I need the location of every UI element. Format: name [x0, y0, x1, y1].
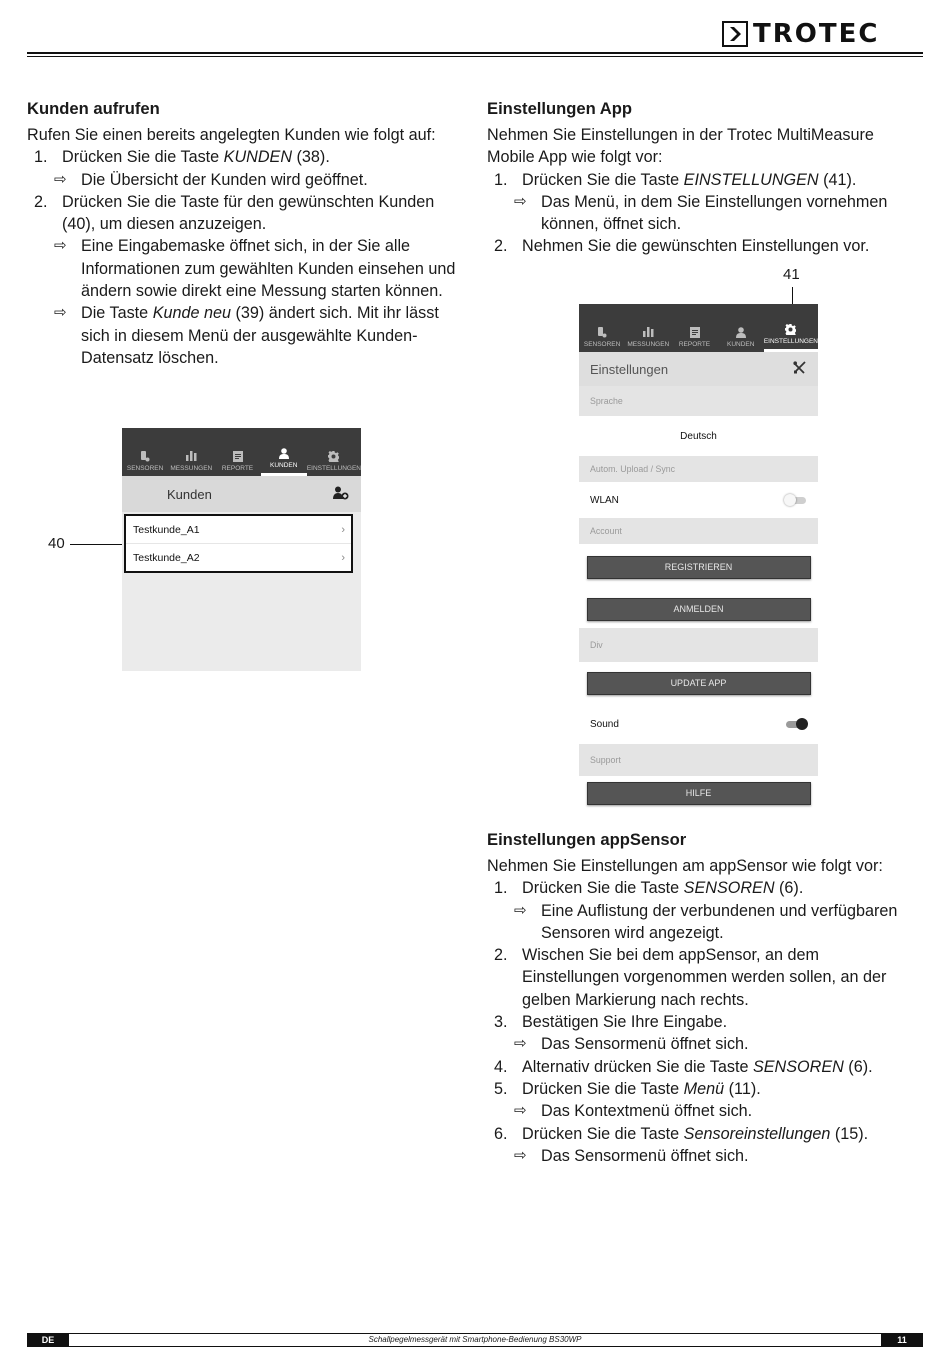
report-icon	[232, 450, 244, 462]
intro-text: Rufen Sie einen bereits angelegten Kunden wie folgt auf:	[27, 126, 436, 144]
sound-row	[579, 704, 818, 744]
result-arrow-icon: ⇨	[514, 1102, 527, 1120]
step-number: 2.	[494, 237, 508, 256]
help-wrap	[579, 776, 818, 810]
step-2: 2. Drücken Sie die Taste für den gewünschten Kunden (40), um diesen anzuzeigen.	[34, 192, 435, 234]
person-icon	[735, 326, 747, 338]
gear-icon	[328, 450, 340, 462]
step-5-result: ⇨ Das Kontextmenü öffnet sich.	[487, 1100, 917, 1122]
step-4: 4. Alternativ drücken Sie die Taste SENSOREN (6).	[487, 1056, 917, 1078]
footer-language: DE	[27, 1334, 69, 1346]
tab-bar	[122, 428, 361, 476]
tab-einstellungen[interactable]: EINSTELLUNGEN	[764, 304, 818, 352]
wlan-label: WLAN	[590, 494, 619, 506]
person-icon	[278, 447, 290, 459]
screen-header	[122, 476, 361, 512]
screen-title: Einstellungen	[590, 361, 669, 377]
tab-sensoren[interactable]: SENSOREN	[122, 428, 168, 476]
step-6: 6. Drücken Sie die Taste Sensoreinstellungen (15).	[487, 1123, 917, 1145]
result-arrow-icon: ⇨	[514, 192, 527, 210]
update-app-button[interactable]: UPDATE APP	[587, 672, 811, 695]
page-number: 11	[881, 1334, 923, 1346]
footer-title: Schallpegelmessgerät mit Smartphone-Bedienung BS30WP	[368, 1335, 582, 1344]
step-number: 1.	[494, 879, 508, 898]
step-number: 1.	[34, 148, 48, 167]
callout-number: 41	[783, 266, 800, 283]
sensor-device-icon	[139, 450, 151, 462]
list-item[interactable]	[126, 516, 351, 544]
sound-label: Sound	[590, 718, 619, 730]
chevron-right-icon: ›	[341, 523, 345, 536]
screen-title: Kunden	[167, 486, 212, 502]
step-1: 1. Drücken Sie die Taste SENSOREN (6).	[487, 877, 917, 899]
section-heading: Kunden aufrufen	[27, 99, 160, 118]
step-2-result-1: ⇨ Eine Eingabemaske öffnet sich, in der Sie alle Informationen zum gewählten Kunden einsehen und ändern sowie direkt eine Messung starten können.	[54, 237, 456, 301]
header-rule	[27, 52, 923, 54]
step-6-result: ⇨ Das Sensormenü öffnet sich.	[487, 1145, 917, 1167]
step-1: 1. Drücken Sie die Taste EINSTELLUNGEN (41).	[487, 169, 917, 191]
callout-line	[70, 544, 126, 545]
settings-screen	[579, 304, 818, 810]
section-support: Support	[579, 744, 818, 776]
step-number: 1.	[494, 170, 508, 189]
section-einstellungen-appsensor	[487, 829, 917, 1167]
screen-header	[579, 352, 818, 386]
language-select[interactable]: Deutsch	[579, 416, 818, 456]
kunden-screen	[122, 428, 361, 671]
step-number: 4.	[494, 1057, 508, 1076]
result-arrow-icon: ⇨	[54, 237, 67, 255]
customer-list	[124, 514, 353, 573]
step-2-result-2: ⇨ Die Taste Kunde neu (39) ändert sich. Mit ihr lässt sich in diesem Menü der ausgewählte Kunden-Datensatz löschen.	[54, 304, 439, 367]
result-arrow-icon: ⇨	[514, 1146, 527, 1164]
section-kunden-aufrufen	[27, 98, 457, 369]
section-sprache: Sprache	[579, 386, 818, 416]
bar-chart-icon	[185, 450, 197, 462]
step-5: 5. Drücken Sie die Taste Menü (11).	[487, 1078, 917, 1100]
login-button[interactable]: ANMELDEN	[587, 598, 811, 621]
add-customer-icon[interactable]	[333, 486, 349, 503]
tools-icon[interactable]	[793, 361, 806, 377]
customer-name: Testkunde_A2	[133, 551, 200, 564]
gear-icon	[785, 323, 797, 335]
section-upload-sync: Autom. Upload / Sync	[579, 456, 818, 482]
bar-chart-icon	[642, 326, 654, 338]
tab-messungen[interactable]: MESSUNGEN	[168, 428, 214, 476]
step-3-result: ⇨ Das Sensormenü öffnet sich.	[487, 1033, 917, 1055]
result-arrow-icon: ⇨	[54, 170, 67, 188]
section-account: Account	[579, 518, 818, 544]
customer-name: Testkunde_A1	[133, 523, 200, 536]
section-div: Div	[579, 628, 818, 662]
list-item[interactable]	[126, 544, 351, 571]
section-heading: Einstellungen appSensor	[487, 830, 687, 849]
step-1-result: ⇨ Eine Auflistung der verbundenen und verfügbaren Sensoren wird angezeigt.	[514, 901, 898, 942]
wlan-row	[579, 482, 818, 518]
register-wrap	[579, 544, 818, 590]
step-number: 6.	[494, 1124, 508, 1143]
step-1: 1. Drücken Sie die Taste KUNDEN (38).	[27, 146, 457, 168]
page-footer	[27, 1333, 923, 1347]
tab-einstellungen[interactable]: EINSTELLUNGEN	[307, 428, 361, 476]
section-heading: Einstellungen App	[487, 99, 633, 118]
chevron-logo-icon	[722, 21, 748, 47]
section-einstellungen-app	[487, 98, 917, 258]
report-icon	[689, 326, 701, 338]
update-wrap	[579, 662, 818, 704]
step-1-result: ⇨ Die Übersicht der Kunden wird geöffnet.	[27, 169, 457, 191]
help-button[interactable]: HILFE	[587, 782, 811, 805]
tab-reporte[interactable]: REPORTE	[214, 428, 260, 476]
login-wrap	[579, 590, 818, 628]
result-arrow-icon: ⇨	[54, 304, 67, 322]
tab-kunden[interactable]: KUNDEN	[718, 304, 764, 352]
intro-text: Nehmen Sie Einstellungen in der Trotec MultiMeasure Mobile App wie folgt vor:	[487, 126, 874, 167]
trotec-logo	[722, 20, 879, 48]
tab-kunden[interactable]: KUNDEN	[261, 428, 307, 476]
callout-number: 40	[48, 535, 65, 552]
step-number: 5.	[494, 1079, 508, 1098]
intro-text: Nehmen Sie Einstellungen am appSensor wie folgt vor:	[487, 857, 883, 875]
result-arrow-icon: ⇨	[514, 901, 527, 919]
sensor-device-icon	[596, 326, 608, 338]
tab-bar	[579, 304, 818, 352]
tab-messungen[interactable]: MESSUNGEN	[625, 304, 671, 352]
step-number: 2.	[34, 192, 48, 211]
header-rule-thin	[27, 56, 923, 57]
wlan-toggle[interactable]	[785, 494, 807, 506]
register-button[interactable]: REGISTRIEREN	[587, 556, 811, 579]
step-1-result: ⇨ Das Menü, in dem Sie Einstellungen vornehmen können, öffnet sich.	[514, 192, 888, 234]
result-arrow-icon: ⇨	[514, 1035, 527, 1053]
tab-sensoren[interactable]: SENSOREN	[579, 304, 625, 352]
chevron-right-icon: ›	[341, 551, 345, 564]
tab-reporte[interactable]: REPORTE	[671, 304, 717, 352]
brand-name: TROTEC	[753, 19, 880, 49]
step-2: 2. Wischen Sie bei dem appSensor, an dem Einstellungen vorgenommen werden sollen, an der gelben Markierung nach rechts.	[494, 946, 887, 1009]
step-3: 3. Bestätigen Sie Ihre Eingabe.	[487, 1011, 917, 1033]
sound-toggle[interactable]	[785, 718, 807, 730]
step-2: 2. Nehmen Sie die gewünschten Einstellungen vor.	[487, 235, 917, 257]
step-number: 3.	[494, 1013, 508, 1032]
step-number: 2.	[494, 946, 508, 965]
